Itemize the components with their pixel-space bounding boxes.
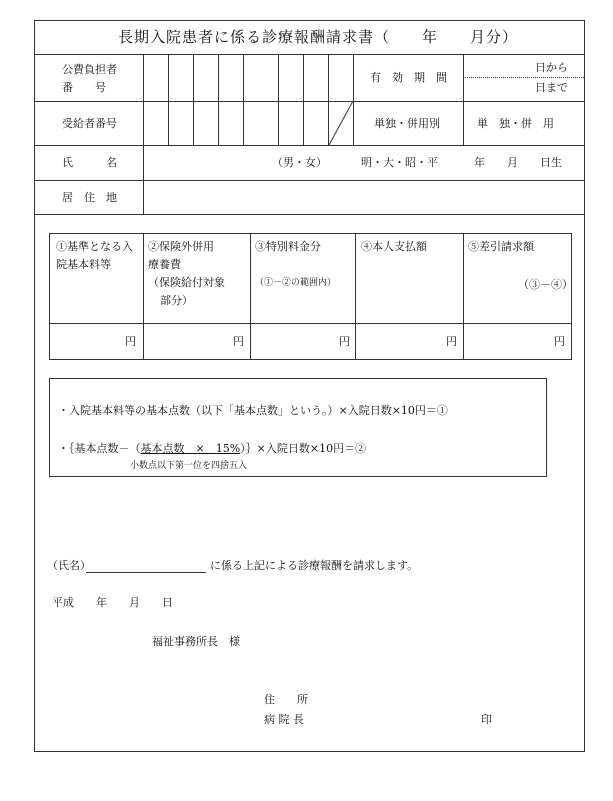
amount-col-line-2 <box>250 233 251 359</box>
col1-header-line1: ①基準となる入 <box>56 240 133 253</box>
amount-col-line-1 <box>143 233 144 359</box>
birth-date-field: 年 月 日生 <box>474 156 562 169</box>
amount-row-line <box>49 323 571 324</box>
header-table <box>34 54 584 214</box>
address-label: 居 住 地 <box>62 191 117 204</box>
col2-unit: 円 <box>233 335 244 348</box>
digit-box-1 <box>168 54 169 145</box>
header-row3-line <box>34 180 584 181</box>
digit-box-3 <box>218 54 219 145</box>
formula-line-2-prefix: ・｛基本点数－（ <box>58 442 141 455</box>
name-label: 氏 名 <box>62 156 117 169</box>
col5-header: ⑤差引請求額 <box>468 240 534 253</box>
col3-unit: 円 <box>339 335 350 348</box>
amount-col-line-4 <box>463 233 464 359</box>
request-date: 平成 年 月 日 <box>52 596 173 609</box>
validity-to: 日まで <box>535 81 568 94</box>
digit-box-5 <box>278 54 279 145</box>
hospital-director-label: 病 院 長 <box>264 713 304 726</box>
label-col-line <box>143 54 144 214</box>
header-top-line <box>34 54 584 55</box>
recipient-number-label: 受給者番号 <box>62 117 117 130</box>
col3-header: ③特別料金分 <box>255 240 321 253</box>
header-row1-line <box>34 101 584 102</box>
single-combined-label: 単独・併用別 <box>374 117 440 130</box>
addressee: 福祉事務所長 様 <box>152 635 240 648</box>
requester-name-prefix: （氏名） <box>47 559 91 572</box>
formula-line-2-underlined: 基本点数 × 15% <box>140 442 241 455</box>
col2-header-line2: 療養費 <box>148 258 181 271</box>
header-bottom-line <box>34 214 584 215</box>
validity-label: 有 効 期 間 <box>370 71 447 84</box>
requester-name-line[interactable] <box>86 572 206 573</box>
digit-box-2 <box>193 54 194 145</box>
col4-header: ④本人支払額 <box>361 240 427 253</box>
payer-number-label-1: 公費負担者 <box>62 63 117 76</box>
col4-unit: 円 <box>446 335 457 348</box>
single-combined-value: 単 独・併 用 <box>477 117 554 130</box>
col5-unit: 円 <box>554 335 565 348</box>
gender-field: （男・女） <box>272 156 327 169</box>
col2-header-line3: （保険給付対象 <box>148 276 225 289</box>
col1-unit: 円 <box>125 335 136 348</box>
validity-divider <box>463 77 584 78</box>
digit-box-4 <box>243 54 244 145</box>
digit-box-6 <box>303 54 304 145</box>
col3-note: （①－②の範囲内） <box>255 278 337 288</box>
formula-box <box>49 378 547 477</box>
header-row2-line <box>34 145 584 146</box>
recipient-diagonal <box>328 101 354 145</box>
formula-line-1: ・入院基本料等の基本点数（以下「基本点数」という。）×入院日数×10円＝① <box>58 404 448 417</box>
seal-mark: 印 <box>481 713 492 726</box>
formula-line-2 <box>58 443 366 454</box>
col2-header-line1: ②保険外併用 <box>148 240 214 253</box>
col1-header-line2: 院基本料等 <box>56 258 111 271</box>
validity-from: 日から <box>535 61 568 74</box>
hospital-address-label: 住 所 <box>264 693 308 706</box>
request-statement: に係る上記による診療報酬を請求します。 <box>210 559 419 572</box>
payer-number-label-2: 番 号 <box>62 81 106 94</box>
col2-header-line4: 部分） <box>160 294 193 307</box>
form-title: 長期入院患者に係る診療報酬請求書（ 年 月分） <box>118 28 519 46</box>
validity-col-line <box>463 54 464 145</box>
amount-col-line-3 <box>355 233 356 359</box>
formula-line-2-suffix: ）｝×入院日数×10円＝② <box>240 442 367 455</box>
rounding-note: 小数点以下第一位を四捨五入 <box>130 461 248 471</box>
col5-note: （③－④） <box>518 278 573 291</box>
birth-era-field: 明・大・昭・平 <box>361 156 438 169</box>
